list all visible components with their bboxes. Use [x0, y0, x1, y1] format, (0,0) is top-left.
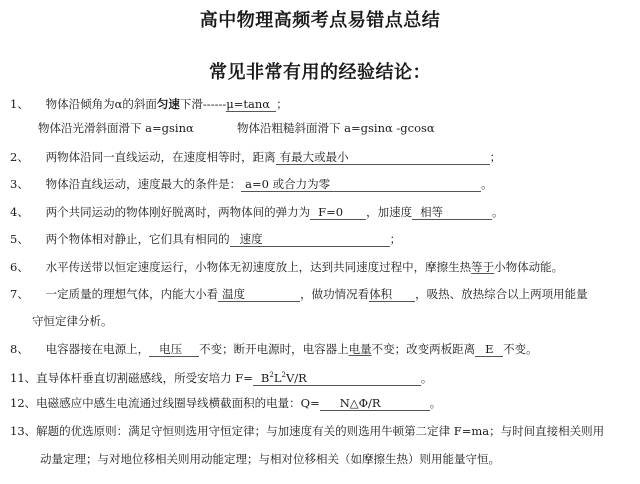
item-text: 小物体动能。	[494, 260, 564, 274]
item-punct: 。	[492, 205, 504, 219]
item-text: ，加速度	[366, 205, 413, 219]
answer-blank: a=0 或合力为零	[241, 177, 481, 192]
item-text: ，做功情况看	[300, 287, 370, 301]
item-7	[10, 286, 588, 302]
item-text: 直导体杆垂直切割磁感线，所受安培力 F=	[36, 371, 253, 385]
item-text: 物体沿倾角为α的斜面	[45, 97, 157, 111]
formula-part: B	[260, 371, 270, 385]
item-text: 电容器接在电源上，	[45, 342, 150, 356]
item-number: 3、	[10, 177, 29, 191]
answer-blank: F=0	[310, 205, 366, 220]
item-punct: ；	[489, 150, 502, 164]
item-text: 水平传送带以恒定速度运行，小物体无初速度放上，达到共同速度过程中，摩擦生热	[45, 260, 472, 274]
item-1	[10, 96, 288, 112]
item-5	[10, 231, 401, 247]
item-text: 不变。	[503, 342, 538, 356]
answer-blank: 速度	[230, 232, 390, 247]
item-text: 两个物体相对静止，它们具有相同的	[45, 232, 230, 246]
answer-blank: 相等	[412, 205, 492, 220]
item-text: 解题的优选原则：满足守恒则选用守恒定律；与加速度有关的则选用牛顿第二定律 F=ma；与时间直接相关则用	[36, 424, 605, 438]
item-number: 2、	[10, 150, 29, 164]
item-number: 1、	[10, 97, 29, 111]
item-1-sub-a: 物体沿光滑斜面滑下 a=gsinα	[38, 121, 194, 135]
item-6	[10, 259, 563, 275]
item-text: ，吸热、放热综合以上两项用能量	[415, 287, 588, 301]
item-text: 下滑------	[179, 97, 227, 111]
item-punct: 。	[481, 177, 493, 191]
item-number: 5、	[10, 232, 29, 246]
answer-underlined: 电量	[348, 342, 372, 356]
formula-part: L	[273, 371, 282, 385]
item-text: 不变；断开电源时，电容器上	[199, 342, 349, 356]
item-11	[10, 368, 432, 386]
item-text: 两物体沿同一直线运动，在速度相等时，距离	[45, 150, 276, 164]
item-number: 8、	[10, 342, 29, 356]
document-title: 高中物理高频考点易错点总结	[199, 10, 441, 31]
item-13-continuation: 动量定理；与对地位移相关则用动能定理；与相对位移相关（如摩擦生热）则用能量守恒。	[40, 452, 500, 466]
item-1-sub-b: 物体沿粗糙斜面滑下 a=gsinα -gcosα	[237, 121, 435, 135]
item-punct: ；	[276, 97, 288, 111]
item-number: 11、	[10, 371, 37, 385]
item-number: 12、	[10, 396, 37, 410]
item-2	[10, 149, 501, 165]
item-3	[10, 176, 493, 192]
answer-blank	[253, 368, 421, 386]
answer-blank: 体积	[369, 287, 415, 302]
superscript: 2	[281, 371, 286, 379]
item-4	[10, 204, 504, 220]
item-7-continuation: 守恒定律分析。	[32, 314, 113, 328]
answer-underlined: 等于	[471, 260, 495, 274]
answer-blank: 有最大或最小	[276, 150, 490, 165]
emphasis-text: 匀速	[156, 97, 180, 111]
item-number: 7、	[10, 287, 29, 301]
answer-blank: 电压	[149, 342, 199, 357]
item-text: 电磁感应中感生电流通过线圈导线横截面积的电量：Q=	[36, 396, 320, 410]
answer-blank: 温度	[218, 287, 300, 302]
item-punct: 。	[429, 396, 442, 410]
item-punct: ；	[389, 232, 402, 246]
item-number: 13、	[10, 424, 37, 438]
item-text: 一定质量的理想气体，内能大小看	[45, 287, 219, 301]
item-text: 两个共同运动的物体刚好脱离时，两物体间的弹力为	[45, 205, 311, 219]
answer-blank: N△Φ/R	[320, 396, 430, 411]
item-text: 不变；改变两板距离	[371, 342, 476, 356]
item-text: 物体沿直线运动，速度最大的条件是：	[45, 177, 242, 191]
section-subtitle: 常见非常有用的经验结论：	[209, 62, 431, 83]
answer-blank: E	[475, 342, 503, 357]
item-number: 4、	[10, 205, 29, 219]
item-13	[10, 423, 604, 439]
item-12	[10, 395, 441, 411]
answer-blank: μ=tanα	[226, 97, 276, 112]
superscript: 2	[269, 371, 274, 379]
item-8	[10, 341, 538, 357]
item-number: 6、	[10, 260, 29, 274]
formula-part: V/R	[285, 371, 307, 385]
item-punct: 。	[420, 371, 433, 385]
